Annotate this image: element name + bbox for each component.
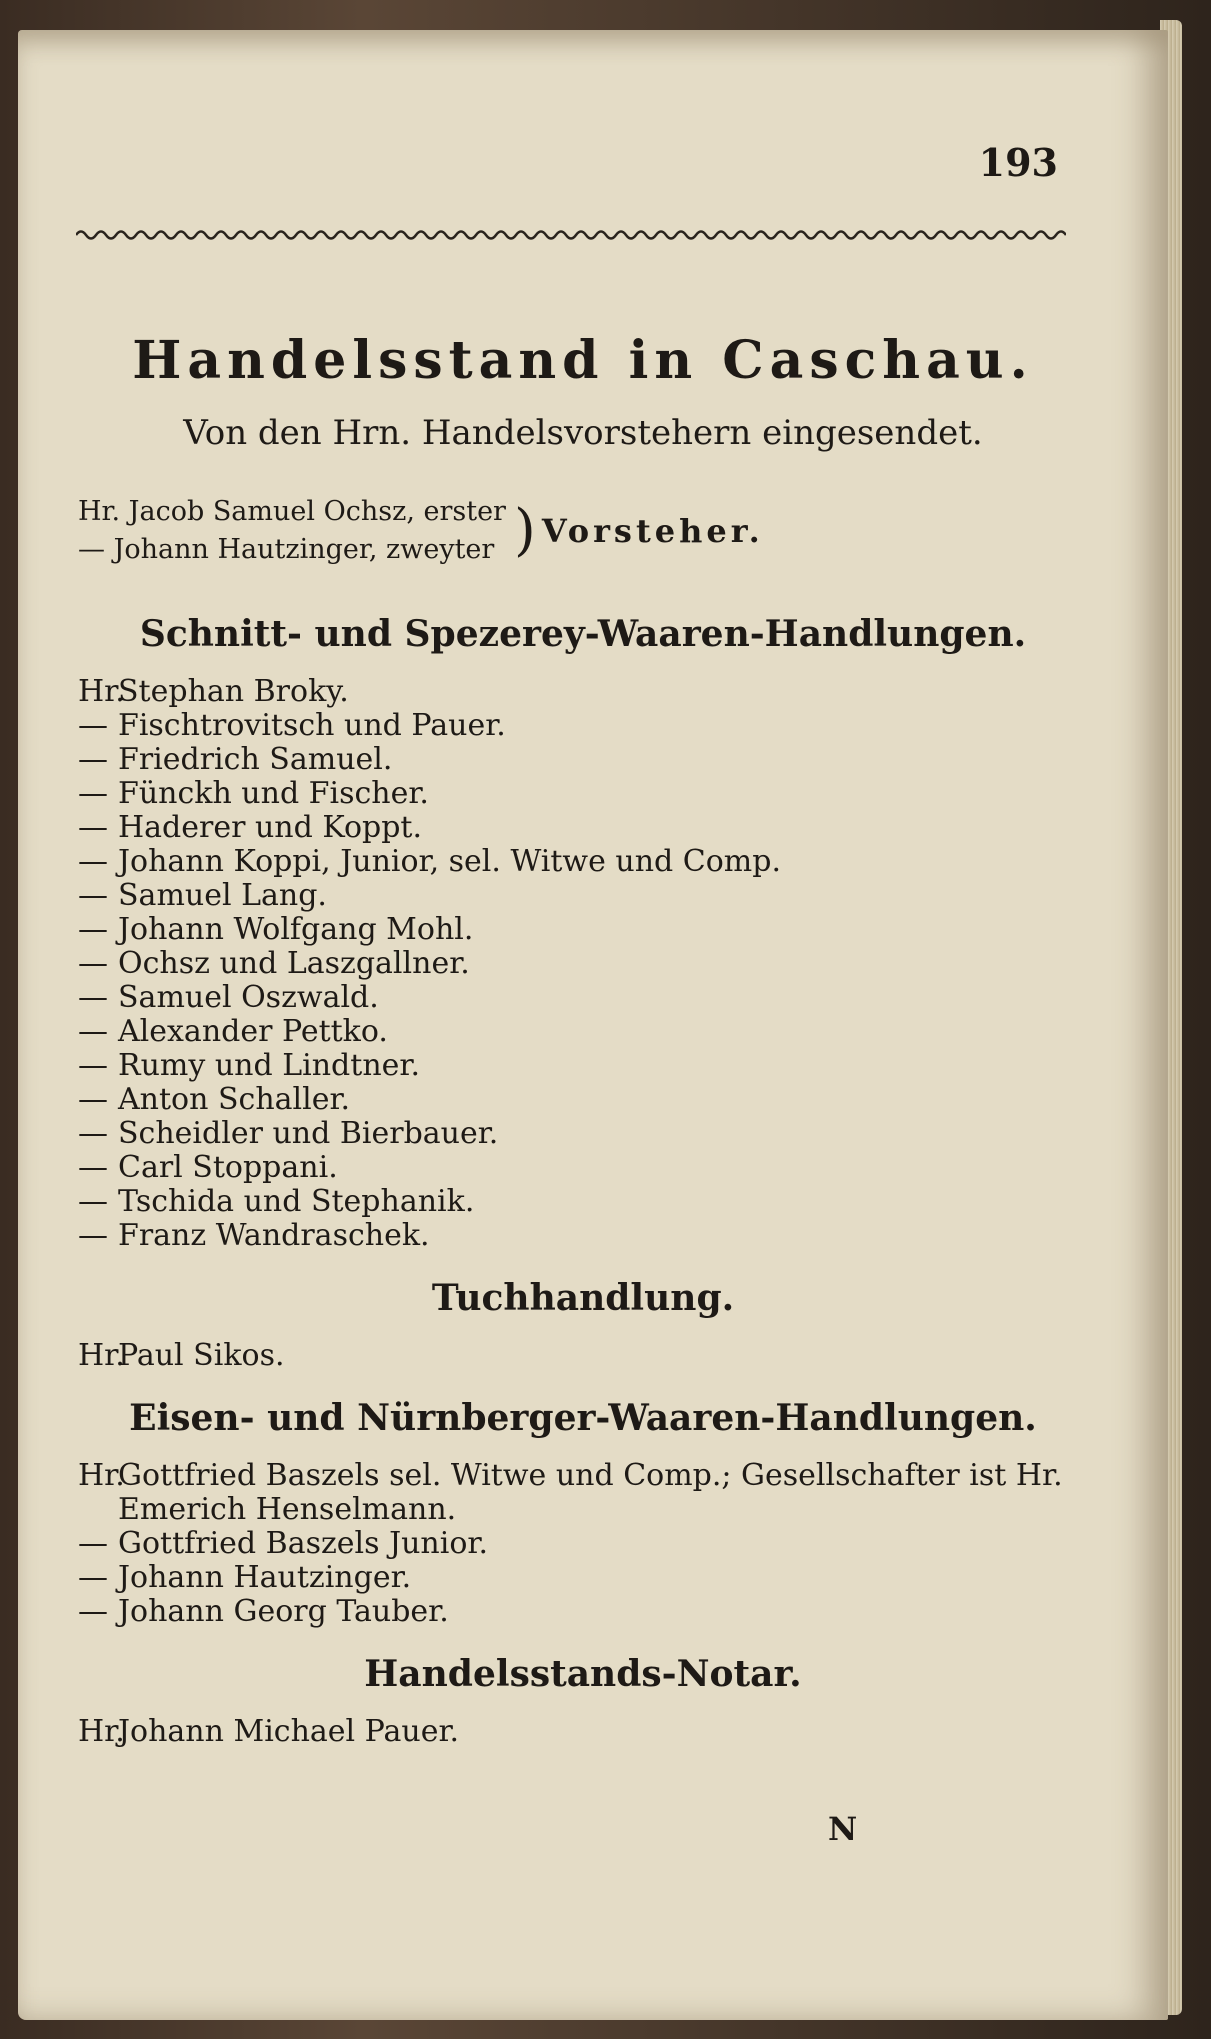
list-item	[78, 1527, 1088, 1561]
section-heading: Eisen- und Nürnberger-Waaren-Handlungen.	[129, 1397, 1037, 1439]
entry-prefix: —	[78, 1116, 108, 1151]
list-item	[78, 1083, 1088, 1117]
entry-prefix: —	[78, 878, 108, 913]
list-item	[78, 1185, 1088, 1219]
entry-prefix: —	[78, 844, 108, 879]
entry-list	[78, 675, 1088, 1253]
entry-text: Ochsz und Laszgallner.	[118, 946, 470, 981]
page-content	[78, 330, 1088, 1773]
brace: )	[513, 498, 536, 563]
entry-prefix: —	[78, 1082, 108, 1117]
entry-list	[78, 1339, 1088, 1373]
list-item	[78, 743, 1088, 777]
entry-prefix: Hr.	[78, 1714, 125, 1749]
entry-prefix: —	[78, 1594, 108, 1629]
entry-prefix: —	[78, 1150, 108, 1185]
officer-line: — Johann Hautzinger, zweyter	[78, 534, 495, 565]
entry-text: Johann Hautzinger.	[118, 1560, 412, 1595]
list-item	[78, 845, 1088, 879]
list-item	[78, 1015, 1088, 1049]
entry-prefix: —	[78, 946, 108, 981]
entry-text: Paul Sikos.	[118, 1338, 285, 1373]
entry-prefix: Hr.	[78, 674, 125, 709]
list-item	[78, 777, 1088, 811]
decorative-rule	[76, 228, 1066, 242]
entry-text: Carl Stoppani.	[118, 1150, 338, 1185]
entry-prefix: —	[78, 1048, 108, 1083]
entry-prefix: —	[78, 912, 108, 947]
section-heading: Tuchhandlung.	[431, 1277, 735, 1319]
entry-text: Haderer und Koppt.	[118, 810, 423, 845]
entry-prefix: —	[78, 742, 108, 777]
entry-text: Johann Koppi, Junior, sel. Witwe und Comp.	[118, 844, 781, 879]
list-item	[78, 947, 1088, 981]
entry-text: Tschida und Stephanik.	[118, 1184, 475, 1219]
entry-text: Anton Schaller.	[118, 1082, 351, 1117]
entry-prefix: —	[78, 708, 108, 743]
entry-prefix: Hr.	[78, 1338, 125, 1373]
list-item	[78, 1219, 1088, 1253]
officer-names	[78, 493, 506, 569]
officer-line: Hr. Jacob Samuel Ochsz, erster	[78, 496, 506, 527]
entry-text: Rumy und Lindtner.	[118, 1048, 420, 1083]
entry-text: Fünckh und Fischer.	[118, 776, 429, 811]
list-item	[78, 1117, 1088, 1151]
list-item	[78, 981, 1088, 1015]
entry-prefix: —	[78, 980, 108, 1015]
entry-prefix: —	[78, 1184, 108, 1219]
page-title: Handelsstand in Caschau.	[132, 330, 1034, 391]
list-item	[78, 1595, 1088, 1629]
list-item	[78, 1561, 1088, 1595]
entry-text: Fischtrovitsch und Pauer.	[118, 708, 506, 743]
entry-text: Scheidler und Bierbauer.	[118, 1116, 499, 1151]
page-number: 193	[978, 140, 1058, 185]
entry-text: Alexander Pettko.	[118, 1014, 388, 1049]
list-item	[78, 1715, 1088, 1749]
entry-text: Johann Wolfgang Mohl.	[118, 912, 474, 947]
entry-prefix: —	[78, 776, 108, 811]
wavy-line	[76, 232, 1066, 239]
entry-prefix: —	[78, 1014, 108, 1049]
entry-prefix: —	[78, 1526, 108, 1561]
entry-list	[78, 1715, 1088, 1749]
entry-text: Friedrich Samuel.	[118, 742, 393, 777]
entry-text: Samuel Oszwald.	[118, 980, 379, 1015]
list-item	[78, 1049, 1088, 1083]
list-item	[78, 811, 1088, 845]
entry-text: Samuel Lang.	[118, 878, 327, 913]
list-item	[78, 709, 1088, 743]
catchword: N	[828, 1810, 858, 1848]
sections-container	[78, 613, 1088, 1749]
list-item	[78, 913, 1088, 947]
list-item	[78, 1459, 1088, 1527]
entry-prefix: Hr.	[78, 1458, 125, 1493]
section-heading: Schnitt- und Spezerey-Waaren-Handlungen.	[139, 613, 1027, 655]
entry-text: Franz Wandraschek.	[118, 1218, 430, 1253]
list-item	[78, 1339, 1088, 1373]
entry-text: Gottfried Baszels sel. Witwe und Comp.; Gesellschafter ist Hr. Emerich Henselmann.	[118, 1458, 1063, 1527]
entry-list	[78, 1459, 1088, 1629]
entry-text: Gottfried Baszels Junior.	[118, 1526, 488, 1561]
entry-text: Stephan Broky.	[118, 674, 349, 709]
list-item	[78, 1151, 1088, 1185]
list-item	[78, 675, 1088, 709]
entry-prefix: —	[78, 1560, 108, 1595]
page-subtitle: Von den Hrn. Handelsvorstehern eingesendet.	[183, 413, 983, 453]
officer-role: Vorsteher.	[541, 512, 764, 550]
entry-prefix: —	[78, 1218, 108, 1253]
officers-block	[78, 493, 1088, 569]
entry-prefix: —	[78, 810, 108, 845]
book-page	[18, 30, 1168, 2020]
list-item	[78, 879, 1088, 913]
entry-text: Johann Georg Tauber.	[118, 1594, 449, 1629]
section-heading: Handelsstands-Notar.	[364, 1653, 802, 1695]
entry-text: Johann Michael Pauer.	[118, 1714, 460, 1749]
